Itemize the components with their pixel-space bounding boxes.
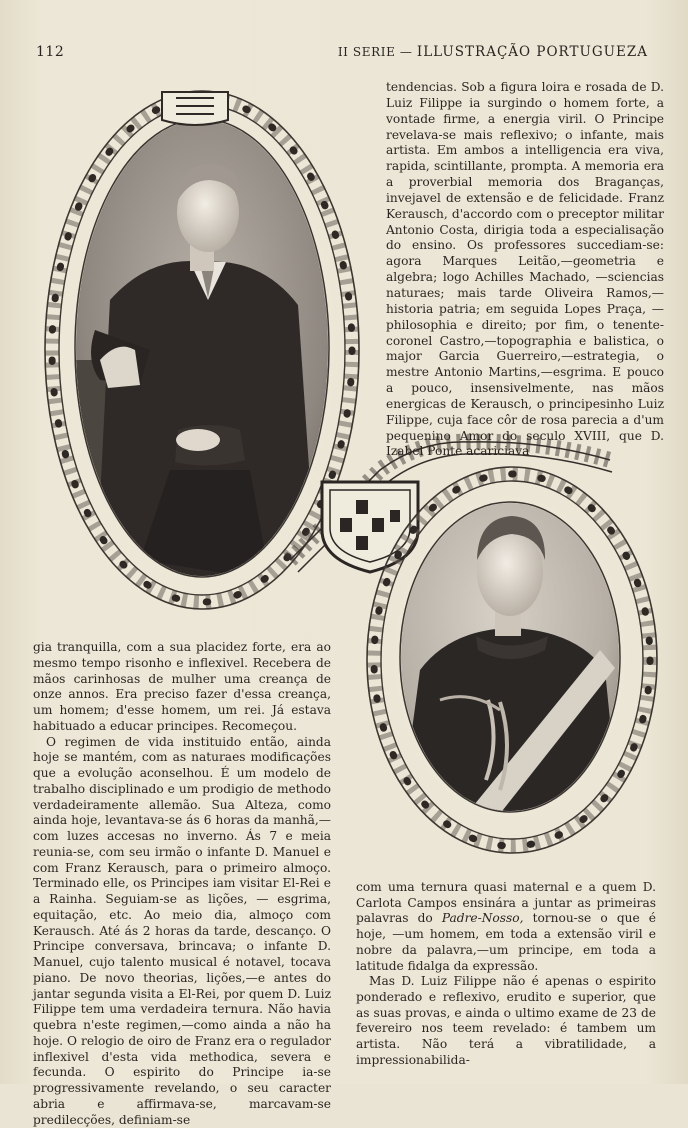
portrait-photo-seated: [60, 110, 340, 600]
text-run: tornou-se o que é hoje, —um homem, em toda a extensão viril e nobre da palavra,—um principe, em toda a latitude fidalga da expressão.: [356, 911, 656, 972]
text-column-right-top: [386, 80, 664, 460]
paragraph: Mas D. Luiz Filippe não é apenas o espirito ponderado e reflexivo, erudito e superior, que as suas provas, e ainda o ultimo exame de 23 de fevereiro nos teem revelado: é tambem um artista. Não terá a vibratilidade, a impressionabilida-: [356, 974, 656, 1068]
page-number: 112: [36, 44, 64, 60]
text-column-right-bottom: [356, 880, 656, 1068]
text-run: com uma ternura quasi maternal e a quem D. Carlota Campos ensinára a juntar as primeiras palavras do: [356, 880, 656, 925]
coat-of-arms-top: [162, 92, 228, 125]
magazine-title: ILLUSTRAÇÃO PORTUGUEZA: [417, 44, 648, 60]
series-label: II SERIE —: [338, 45, 413, 59]
italic-text-run: Padre-Nosso,: [442, 911, 524, 925]
paragraph: tendencias. Sob a figura loira e rosada de D. Luiz Filippe ia surgindo o homem forte, a vontade firme, a energia viril. O Principe revelava-se mais reflexivo; o infante, mais artista. Em ambos a intelligencia era viva, rapida, scintillante, prompta. A memoria era a proverbial memoria dos Braganças, invejavel de extensão e de felicidade. Franz Kerausch, d'accordo com o preceptor militar Antonio Costa, dirigia toda a especialisação do ensino. Os professores succediam-se: agora Marques Leitão,—geometria e algebra; logo Achilles Machado, —sciencias naturaes; mais tarde Oliveira Ramos,—historia patria; em seguida Lopes Praça, — philosophia e direito; por fim, o tenente-coronel Castro,—topographia e balistica, o major Garcia Guerreiro,—estrategia, o mestre Antonio Martins,—esgrima. E pouco a pouco, insensivelmente, nas mãos energicas de Kerausch, o principesinho Luiz Filippe, cuja face côr de rosa parecia a d'um pequenino Amor do seculo XVIII, que D. Izabel Ponte acariciava: [386, 80, 664, 460]
text-column-left-bottom: [33, 640, 331, 1128]
paragraph: [356, 880, 656, 974]
paragraph: O regimen de vida instituido então, ainda hoje se mantém, com as naturaes modificações que a evolução aconselhou. É um modelo de trabalho disciplinado e um prodigio de methodo verdadeiramente allemão. Sua Alteza, como ainda hoje, levantava-se ás 6 horas da manhã,—com luzes accesas no inverno. Ás 7 e meia reunia-se, com seu irmão o infante D. Manuel e com Franz Kerausch, para o primeiro almoço. Terminado elle, os Principes iam visitar El-Rei e a Rainha. Seguiam-se as lições, — esgrima, equitação, etc. Ao meio dia, almoço com Kerausch. Até ás 2 horas da tarde, descanço. O Principe conversava, brincava; o infante D. Manuel, cujo talento musical é notavel, tocava piano. De novo theorias, lições,—e antes do jantar segunda visita a El-Rei, por quem D. Luiz Filippe tem uma verdadeira ternura. Não havia quebra n'este regimen,—como ainda a não ha hoje. O relogio de oiro de Franz era o regulador inflexivel d'esta vida methodica, severa e fecunda. O espirito do Principe ia-se progressivamente revelando, o seu caracter abria e affirmava-se, marcavam-se predilecções, definiam-se: [33, 735, 331, 1128]
paragraph: gia tranquilla, com a sua placidez forte, era ao mesmo tempo risonho e inflexivel. Recebera de mãos carinhosas de mulher uma creança de onze annos. Era preciso fazer d'essa creança, um homem; d'esse homem, um rei. Já estava habituado a educar principes. Recomeçou.: [33, 640, 331, 735]
